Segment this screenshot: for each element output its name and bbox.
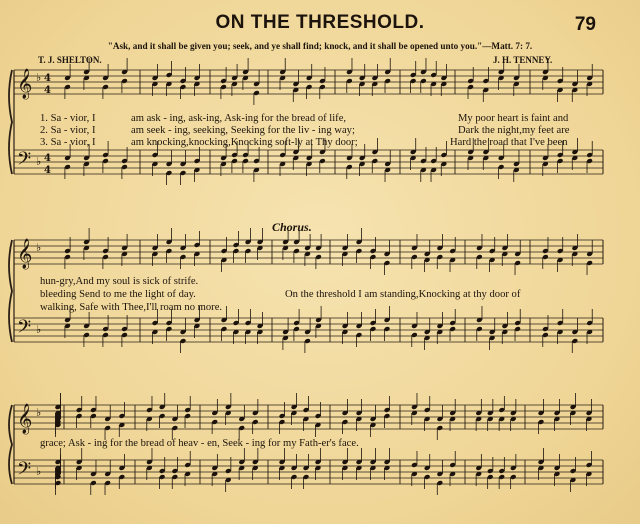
svg-text:𝄞: 𝄞 <box>17 239 33 269</box>
verse1-line1-mid: am ask - ing, ask-ing, Ask-ing for the bread of life, <box>131 113 347 124</box>
svg-text:𝄢: 𝄢 <box>17 317 32 342</box>
svg-text:𝄞: 𝄞 <box>17 69 33 99</box>
verse1-line2: hun-gry,And my soul is sick of strife. <box>40 276 199 287</box>
svg-text:♭: ♭ <box>36 71 42 84</box>
verse3-line1-mid: am knocking,knocking,Knocking soft-ly at Thy door; <box>131 137 358 148</box>
hymn-title: ON THE THRESHOLD. <box>215 12 425 33</box>
chorus-line2: grace; Ask - ing for the bread of heav - en, Seek - ing for my Fath-er's face. <box>40 438 359 449</box>
verse1-line1-end: My poor heart is faint and <box>458 113 569 124</box>
svg-text:𝄞: 𝄞 <box>17 404 33 434</box>
svg-text:♭: ♭ <box>36 465 42 478</box>
svg-text:𝄢: 𝄢 <box>17 459 32 484</box>
verse3-line2: walking, Safe with Thee,I'll roam no more. <box>40 302 223 313</box>
page-number: 79 <box>574 14 596 35</box>
lyricist-credit: T. J. SHELTON. <box>38 55 102 65</box>
svg-text:♭: ♭ <box>36 323 42 336</box>
verse3-line1-end: Hard the road that I've been <box>450 137 568 148</box>
svg-text:𝄢: 𝄢 <box>17 149 32 174</box>
verse1-line1-start: 1. Sa - vior, I <box>40 113 96 124</box>
scripture-epigraph: "Ask, and it shall be given you; seek, and ye shall find; knock, and it shall be opened unto you."—Matt. 7: 7. <box>107 41 533 51</box>
verse2-line1-mid: am seek - ing, seeking, Seeking for the liv - ing way; <box>131 125 355 136</box>
verse2-line1-end: Dark the night,my feet are <box>458 125 570 136</box>
chorus-label: Chorus. <box>272 220 312 234</box>
svg-text:4: 4 <box>44 153 51 164</box>
svg-text:♭: ♭ <box>36 241 42 254</box>
verse3-line1-start: 3. Sa - vior, I <box>40 137 96 148</box>
svg-text:♭: ♭ <box>36 155 42 168</box>
verse2-line1-start: 2. Sa - vior, I <box>40 125 96 136</box>
verse2-line2: bleeding Send to me the light of day. <box>40 289 196 300</box>
chorus-line1: On the threshold I am standing,Knocking at thy door of <box>285 289 521 300</box>
composer-credit: J. H. TENNEY. <box>493 55 553 65</box>
svg-text:4: 4 <box>44 73 51 84</box>
svg-text:4: 4 <box>44 165 51 176</box>
svg-text:♭: ♭ <box>36 406 42 419</box>
svg-text:4: 4 <box>44 85 51 96</box>
